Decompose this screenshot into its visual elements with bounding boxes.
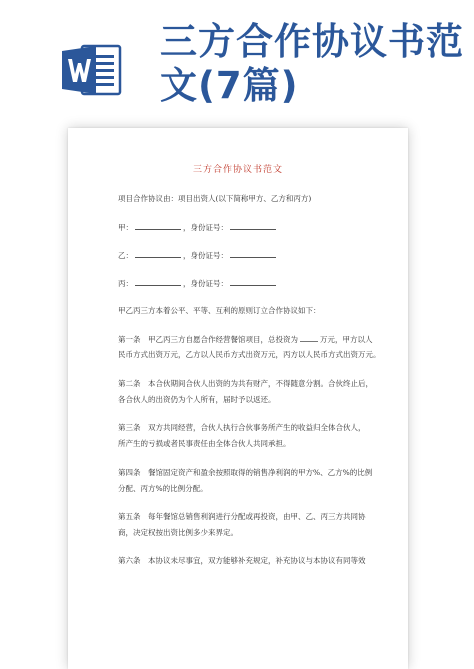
id-label: ，身份证号： <box>183 223 228 232</box>
party-line-b <box>118 250 398 261</box>
id-blank <box>230 250 276 258</box>
word-icon <box>62 42 122 98</box>
id-blank <box>230 278 276 286</box>
id-label: ，身份证号： <box>183 251 228 260</box>
article-1-text-end: 万元，甲方以人 <box>320 335 373 344</box>
article-3-line-2: 所产生的亏损或者民事责任由全体合伙人共同承担。 <box>118 439 291 448</box>
intro-line: 项目合作协议由：项目出资人(以下简称甲方、乙方和丙方) <box>118 194 312 203</box>
party-line-a <box>118 222 398 233</box>
document-page <box>68 128 408 669</box>
article-6-line-1: 第六条 本协议未尽事宜，双方能够补充规定，补充协议与本协议有同等效 <box>118 556 366 565</box>
document-title: 三方合作协议书范文 <box>192 165 283 175</box>
amount-blank <box>300 334 318 342</box>
article-4-line-1: 第四条 餐馆固定资产和盈余按照取得的销售净利润的甲方%、乙方%的比例 <box>118 468 373 477</box>
name-blank <box>135 250 181 258</box>
party-a-label: 甲： <box>118 223 133 232</box>
article-5-line-2: 商，决定权按出资比例多少来界定。 <box>118 528 238 537</box>
article-1-text: 第一条 甲乙丙三方自愿合作经营餐馆项目，总投资为 <box>118 335 298 344</box>
party-line-c <box>118 278 398 289</box>
page-fade <box>68 635 408 669</box>
id-blank <box>230 222 276 230</box>
banner <box>0 0 474 120</box>
article-2-line-2: 各合伙人的出资仍为个人所有，届时予以返还。 <box>118 395 276 404</box>
name-blank <box>135 222 181 230</box>
party-c-label: 丙： <box>118 279 133 288</box>
article-1-line-2: 民币方式出资万元，乙方以人民币方式出资万元，丙方以人民币方式出资万元。 <box>118 350 381 359</box>
id-label: ，身份证号： <box>183 279 228 288</box>
banner-title-line-1: 三方合作协议书范 <box>160 20 464 63</box>
banner-title-line-2: 文(7篇) <box>160 64 299 107</box>
name-blank <box>135 278 181 286</box>
preamble: 甲乙丙三方本着公平、平等、互利的原则订立合作协议如下： <box>118 306 321 315</box>
banner-title <box>160 20 470 108</box>
article-4-line-2: 分配、丙方%的比例分配。 <box>118 484 208 493</box>
article-1-line-1 <box>118 334 398 345</box>
article-5-line-1: 第五条 每年餐馆总销售利润进行分配或再投资，由甲、乙、丙三方共同协 <box>118 512 366 521</box>
article-3-line-1: 第三条 双方共同经营，合伙人执行合伙事务所产生的收益归全体合伙人， <box>118 423 366 432</box>
article-2-line-1: 第二条 本合伙期间合伙人出资的为共有财产，不得随意分割。合伙终止后， <box>118 379 373 388</box>
party-b-label: 乙： <box>118 251 133 260</box>
